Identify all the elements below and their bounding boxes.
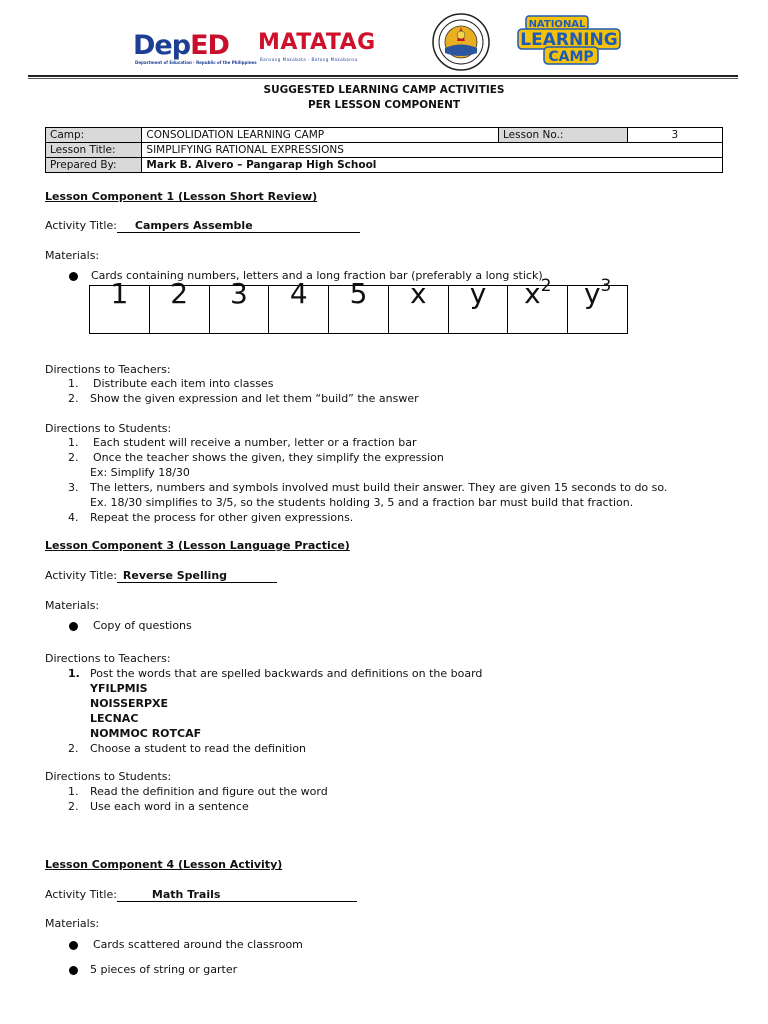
- lesson-info-table: [45, 127, 723, 173]
- matatag-logo: MATATAG Bansang Makabata · Batang Makabansa: [258, 30, 376, 62]
- card-5: 5: [328, 286, 388, 333]
- list-item: 4. Repeat the process for other given expressions.: [68, 511, 354, 524]
- list-item: 2. Choose a student to read the definition: [68, 742, 307, 755]
- list-item: 1. Distribute each item into classes: [68, 377, 274, 390]
- c4-activity-title: [45, 888, 357, 902]
- c3-materials-label: Materials:: [45, 599, 100, 612]
- c1-students-list: [68, 435, 668, 525]
- list-item: 1. Read the definition and figure out the word: [68, 785, 328, 798]
- c1-teachers-label: Directions to Teachers:: [45, 363, 171, 376]
- c3-students-list: [68, 784, 328, 814]
- c1-materials-label: Materials:: [45, 249, 100, 262]
- matatag-tagline: Bansang Makabata · Batang Makabansa: [260, 57, 358, 62]
- c4-material-2: 5 pieces of string or garter: [90, 963, 238, 976]
- reversed-word: YFILPMIS: [90, 682, 148, 695]
- lesson-title-label: Lesson Title:: [46, 143, 142, 158]
- list-item: 2. Once the teacher shows the given, they simplify the expression: [68, 451, 444, 464]
- bullet-icon: [69, 941, 78, 950]
- doc-title-line-1: SUGGESTED LEARNING CAMP ACTIVITIES: [263, 84, 505, 96]
- deped-logo: DepED Department of Education · Republic of the Philippines: [133, 30, 257, 65]
- c4-activity-value: Math Trails: [151, 888, 221, 901]
- nlc-text-3: CAMP: [548, 49, 594, 65]
- bullet-icon: [69, 966, 78, 975]
- national-learning-camp-logo: [516, 14, 624, 66]
- reversed-word: NOMMOC ROTCAF: [90, 727, 202, 740]
- card-x-squared: $x^2$: [507, 286, 567, 333]
- bullet-icon: [69, 622, 78, 631]
- lesson-title-value: SIMPLIFYING RATIONAL EXPRESSIONS: [142, 143, 723, 158]
- c1-activity-label: Activity Title:: [45, 219, 117, 232]
- list-item: 1. Each student will receive a number, letter or a fraction bar: [68, 436, 417, 449]
- c1-activity-value: Campers Assemble: [134, 219, 253, 232]
- c3-teachers-label: Directions to Teachers:: [45, 652, 171, 665]
- card-1: 1: [110, 277, 129, 310]
- prepared-by-label: Prepared By:: [46, 158, 142, 173]
- deped-tagline: Department of Education · Republic of the Philippines: [135, 60, 257, 65]
- c3-students-label: Directions to Students:: [45, 770, 172, 783]
- c4-material-1: Cards scattered around the classroom: [93, 938, 303, 951]
- school-seal-icon: [432, 13, 490, 71]
- nlc-text-2: LEARNING: [520, 30, 618, 50]
- list-item: 2. Use each word in a sentence: [68, 800, 249, 813]
- card-4: 4: [268, 286, 328, 333]
- list-item: 2. Show the given expression and let them “build” the answer: [68, 392, 419, 405]
- c1-students-label: Directions to Students:: [45, 422, 172, 435]
- component-4-heading: Lesson Component 4 (Lesson Activity): [45, 858, 283, 871]
- reversed-word: NOISSERPXE: [90, 697, 169, 710]
- c1-teachers-list: [68, 376, 419, 406]
- c1-activity-value-field: [117, 220, 360, 233]
- c1-activity-title: [45, 219, 360, 233]
- component-1-heading: Lesson Component 1 (Lesson Short Review): [45, 190, 318, 203]
- card-2: 2: [149, 286, 209, 333]
- list-item: 1. Post the words that are spelled backwards and definitions on the board: [68, 667, 483, 680]
- component-3-heading: Lesson Component 3 (Lesson Language Practice): [45, 539, 350, 552]
- list-item: 3. The letters, numbers and symbols involved must build their answer. They are given 15 seconds to do so.: [68, 481, 668, 494]
- bullet-icon: [69, 272, 78, 281]
- c3-material-1: Copy of questions: [93, 619, 192, 632]
- card-3: 3: [209, 286, 269, 333]
- c3-activity-title: [45, 569, 277, 583]
- header-rule: [28, 75, 738, 77]
- card-y-cubed: $y^3$: [567, 286, 627, 333]
- card-x: x: [388, 286, 448, 333]
- c3-activity-label: Activity Title:: [45, 569, 117, 582]
- c3-activity-value-field: [117, 570, 277, 583]
- list-item-sub: Ex: Simplify 18/30: [90, 466, 190, 479]
- doc-title-line-2: PER LESSON COMPONENT: [307, 99, 461, 111]
- reversed-word: LECNAC: [90, 712, 139, 725]
- nlc-text-1: NATIONAL: [528, 19, 586, 30]
- prepared-by-value: Mark B. Alvero – Pangarap High School: [142, 158, 723, 173]
- c4-activity-label: Activity Title:: [45, 888, 117, 901]
- lesson-no-label: Lesson No.:: [499, 128, 628, 143]
- c1-material-1: Cards containing numbers, letters and a long fraction bar (preferably a long stick): [91, 269, 543, 282]
- c3-activity-value: Reverse Spelling: [122, 569, 228, 582]
- card-y: y: [448, 286, 508, 333]
- c4-activity-value-field: [117, 889, 357, 902]
- list-item-sub: Ex. 18/30 simplifies to 3/5, so the students holding 3, 5 and a fraction bar must build that fraction.: [90, 496, 634, 509]
- lesson-no-value: 3: [627, 128, 722, 143]
- number-cards-row: [89, 276, 628, 334]
- camp-value: CONSOLIDATION LEARNING CAMP: [142, 128, 499, 143]
- camp-label: Camp:: [46, 128, 142, 143]
- header-rule-thin: [28, 78, 738, 79]
- c3-teachers-list: [68, 666, 483, 756]
- c4-materials-label: Materials:: [45, 917, 100, 930]
